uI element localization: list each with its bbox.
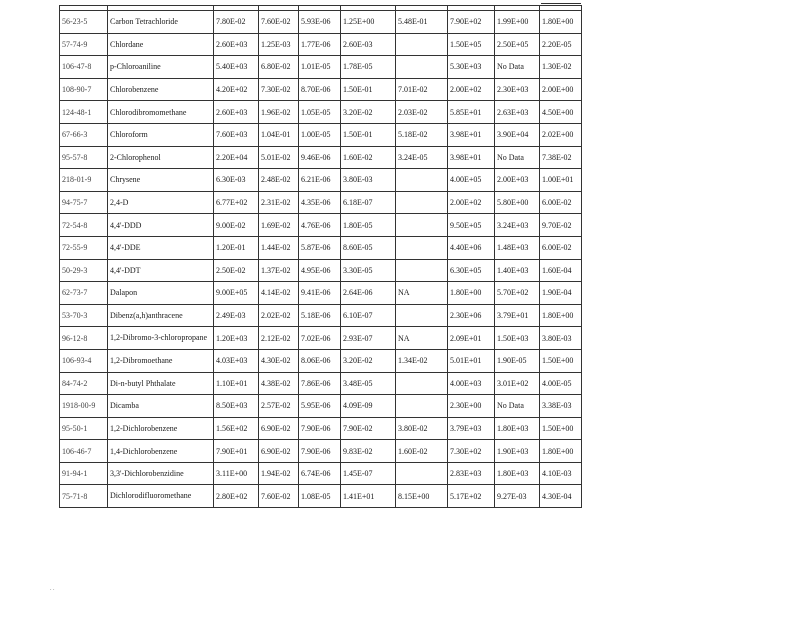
value-8-cell: 1.60E-04 [540,259,582,282]
value-5-cell [396,56,448,79]
cas-number-cell: 124-48-1 [60,101,108,124]
value-8-cell: 1.50E+00 [540,349,582,372]
value-7-cell: 1.48E+03 [495,236,540,259]
chemical-name-cell: Chloroform [108,123,214,146]
chemical-name-cell: 1,2-Dichlorobenzene [108,417,214,440]
table-row [60,327,582,350]
value-5-cell [396,462,448,485]
value-8-cell: 4.30E-04 [540,485,582,508]
value-3-cell: 7.90E-06 [299,417,341,440]
value-7-cell: 1.40E+03 [495,259,540,282]
value-2-cell: 2.48E-02 [259,169,299,192]
value-3-cell: 5.95E-06 [299,395,341,418]
table-row [60,33,582,56]
value-8-cell: 4.10E-03 [540,462,582,485]
value-4-cell: 1.45E-07 [341,462,396,485]
value-3-cell: 9.46E-06 [299,146,341,169]
value-8-cell: 2.02E+00 [540,123,582,146]
value-1-cell: 3.11E+00 [214,462,259,485]
cas-number-cell: 106-47-8 [60,56,108,79]
value-2-cell: 7.60E-02 [259,11,299,34]
value-2-cell: 6.80E-02 [259,56,299,79]
value-4-cell: 1.41E+01 [341,485,396,508]
value-2-cell: 4.30E-02 [259,349,299,372]
value-2-cell: 1.25E-03 [259,33,299,56]
value-8-cell: 6.00E-02 [540,191,582,214]
chemical-name-cell: 2,4-D [108,191,214,214]
chemical-name-cell: Dichlorodifluoromethane [108,485,214,508]
value-1-cell: 1.20E-01 [214,236,259,259]
chemical-name-cell: Chrysene [108,169,214,192]
value-7-cell: 1.50E+03 [495,327,540,350]
value-5-cell: 1.60E-02 [396,440,448,463]
value-4-cell: 7.90E-02 [341,417,396,440]
chemical-name-cell: Carbon Tetrachloride [108,11,214,34]
table-body [60,6,582,508]
value-7-cell: 3.79E+01 [495,304,540,327]
value-3-cell: 5.93E-06 [299,11,341,34]
chemical-name-cell: Dibenz(a,h)anthracene [108,304,214,327]
chemical-properties-table [59,5,582,508]
cas-number-cell: 84-74-2 [60,372,108,395]
value-3-cell: 4.76E-06 [299,214,341,237]
value-7-cell: 3.24E+03 [495,214,540,237]
value-5-cell [396,236,448,259]
cas-number-cell: 1918-00-9 [60,395,108,418]
value-6-cell: 2.83E+03 [448,462,495,485]
value-2-cell: 7.60E-02 [259,485,299,508]
value-6-cell: 2.09E+01 [448,327,495,350]
value-3-cell: 1.00E-05 [299,123,341,146]
value-6-cell: 4.00E+03 [448,372,495,395]
table-row [60,462,582,485]
value-6-cell: 5.01E+01 [448,349,495,372]
value-6-cell: 1.50E+05 [448,33,495,56]
chemical-name-cell: 1,2-Dibromo-3-chloropropane [108,327,214,350]
value-4-cell: 8.60E-05 [341,236,396,259]
cas-number-cell: 56-23-5 [60,11,108,34]
value-7-cell: No Data [495,146,540,169]
value-1-cell: 9.00E-02 [214,214,259,237]
value-2-cell: 1.69E-02 [259,214,299,237]
chemical-name-cell: 4,4'-DDT [108,259,214,282]
value-2-cell: 2.12E-02 [259,327,299,350]
value-8-cell: 7.38E-02 [540,146,582,169]
value-5-cell: 2.03E-02 [396,101,448,124]
value-8-cell: 3.80E-03 [540,327,582,350]
table-row [60,169,582,192]
value-5-cell: 5.18E-02 [396,123,448,146]
value-8-cell: 3.38E-03 [540,395,582,418]
value-3-cell: 4.35E-06 [299,191,341,214]
chemical-name-cell: Chlorobenzene [108,78,214,101]
value-4-cell: 1.78E-05 [341,56,396,79]
value-5-cell: 8.15E+00 [396,485,448,508]
table-row [60,259,582,282]
value-3-cell: 9.41E-06 [299,282,341,305]
value-1-cell: 7.80E-02 [214,11,259,34]
value-4-cell: 6.18E-07 [341,191,396,214]
value-2-cell: 2.02E-02 [259,304,299,327]
value-8-cell: 1.00E+01 [540,169,582,192]
value-4-cell: 3.80E-03 [341,169,396,192]
value-4-cell: 1.50E-01 [341,123,396,146]
value-5-cell [396,214,448,237]
cas-number-cell: 50-29-3 [60,259,108,282]
value-6-cell: 3.98E+01 [448,146,495,169]
table-row [60,78,582,101]
value-5-cell [396,372,448,395]
value-7-cell: 1.99E+00 [495,11,540,34]
table-row [60,191,582,214]
value-7-cell: 1.90E+03 [495,440,540,463]
cas-number-cell: 96-12-8 [60,327,108,350]
value-1-cell: 4.20E+02 [214,78,259,101]
value-3-cell: 6.74E-06 [299,462,341,485]
value-8-cell: 1.90E-04 [540,282,582,305]
value-6-cell: 5.30E+03 [448,56,495,79]
value-3-cell: 7.90E-06 [299,440,341,463]
value-6-cell: 6.30E+05 [448,259,495,282]
value-1-cell: 2.80E+02 [214,485,259,508]
chemical-name-cell: 4,4'-DDD [108,214,214,237]
value-2-cell: 1.37E-02 [259,259,299,282]
value-3-cell: 5.87E-06 [299,236,341,259]
table-row [60,282,582,305]
value-5-cell [396,169,448,192]
value-6-cell: 9.50E+05 [448,214,495,237]
value-7-cell: 3.01E+02 [495,372,540,395]
value-3-cell: 8.06E-06 [299,349,341,372]
value-1-cell: 1.20E+03 [214,327,259,350]
value-2-cell: 7.30E-02 [259,78,299,101]
value-1-cell: 2.49E-03 [214,304,259,327]
value-7-cell: 1.90E-05 [495,349,540,372]
value-2-cell: 6.90E-02 [259,417,299,440]
value-3-cell: 1.05E-05 [299,101,341,124]
value-5-cell: 3.80E-02 [396,417,448,440]
table-row [60,417,582,440]
value-1-cell: 9.00E+05 [214,282,259,305]
value-8-cell: 9.70E-02 [540,214,582,237]
value-1-cell: 6.77E+02 [214,191,259,214]
value-5-cell [396,395,448,418]
cas-number-cell: 106-93-4 [60,349,108,372]
cas-number-cell: 106-46-7 [60,440,108,463]
table-row [60,304,582,327]
table-row [60,146,582,169]
cas-number-cell: 95-57-8 [60,146,108,169]
value-7-cell: 9.27E-03 [495,485,540,508]
value-6-cell: 4.40E+06 [448,236,495,259]
value-7-cell: No Data [495,395,540,418]
value-5-cell: NA [396,282,448,305]
value-1-cell: 2.20E+04 [214,146,259,169]
value-6-cell: 2.30E+00 [448,395,495,418]
table-row [60,123,582,146]
value-7-cell: 1.80E+03 [495,417,540,440]
value-3-cell: 6.21E-06 [299,169,341,192]
chemical-name-cell: Dicamba [108,395,214,418]
cas-number-cell: 57-74-9 [60,33,108,56]
value-3-cell: 5.18E-06 [299,304,341,327]
value-8-cell: 2.20E-05 [540,33,582,56]
value-5-cell: NA [396,327,448,350]
value-4-cell: 3.48E-05 [341,372,396,395]
value-6-cell: 7.90E+02 [448,11,495,34]
chemical-name-cell: 1,4-Dichlorobenzene [108,440,214,463]
value-1-cell: 6.30E-03 [214,169,259,192]
cas-number-cell: 62-73-7 [60,282,108,305]
value-4-cell: 3.30E-05 [341,259,396,282]
value-8-cell: 4.00E-05 [540,372,582,395]
value-6-cell: 2.00E+02 [448,78,495,101]
value-1-cell: 2.60E+03 [214,33,259,56]
table-row [60,236,582,259]
value-3-cell: 7.86E-06 [299,372,341,395]
value-7-cell: 2.50E+05 [495,33,540,56]
value-8-cell: 1.30E-02 [540,56,582,79]
value-2-cell: 4.14E-02 [259,282,299,305]
value-7-cell: 2.00E+03 [495,169,540,192]
value-6-cell: 3.98E+01 [448,123,495,146]
value-5-cell: 1.34E-02 [396,349,448,372]
value-7-cell: 5.80E+00 [495,191,540,214]
value-4-cell: 1.60E-02 [341,146,396,169]
cas-number-cell: 91-94-1 [60,462,108,485]
value-3-cell: 1.01E-05 [299,56,341,79]
value-2-cell: 1.96E-02 [259,101,299,124]
cas-number-cell: 218-01-9 [60,169,108,192]
value-7-cell: 1.80E+03 [495,462,540,485]
chemical-name-cell: Chlordane [108,33,214,56]
value-2-cell: 1.94E-02 [259,462,299,485]
table-row [60,349,582,372]
table-row [60,214,582,237]
chemical-name-cell: Chlorodibromomethane [108,101,214,124]
table-top-rule [541,0,581,4]
value-1-cell: 8.50E+03 [214,395,259,418]
table-row [60,372,582,395]
value-5-cell [396,191,448,214]
value-4-cell: 6.10E-07 [341,304,396,327]
value-6-cell: 7.30E+02 [448,440,495,463]
table-row [60,395,582,418]
table-row [60,485,582,508]
value-7-cell: 5.70E+02 [495,282,540,305]
value-1-cell: 5.40E+03 [214,56,259,79]
chemical-name-cell: Di-n-butyl Phthalate [108,372,214,395]
table-row [60,11,582,34]
value-8-cell: 1.80E+00 [540,440,582,463]
value-6-cell: 2.00E+02 [448,191,495,214]
value-1-cell: 7.90E+01 [214,440,259,463]
value-3-cell: 4.95E-06 [299,259,341,282]
cas-number-cell: 75-71-8 [60,485,108,508]
value-5-cell: 5.48E-01 [396,11,448,34]
value-1-cell: 2.60E+03 [214,101,259,124]
value-4-cell: 2.64E-06 [341,282,396,305]
cas-number-cell: 72-54-8 [60,214,108,237]
chemical-name-cell: 1,2-Dibromoethane [108,349,214,372]
value-8-cell: 2.00E+00 [540,78,582,101]
value-8-cell: 1.80E+00 [540,304,582,327]
value-2-cell: 6.90E-02 [259,440,299,463]
value-4-cell: 3.20E-02 [341,101,396,124]
value-2-cell: 1.44E-02 [259,236,299,259]
value-4-cell: 3.20E-02 [341,349,396,372]
value-4-cell: 1.80E-05 [341,214,396,237]
value-8-cell: 6.00E-02 [540,236,582,259]
value-8-cell: 4.50E+00 [540,101,582,124]
chemical-name-cell: Dalapon [108,282,214,305]
value-3-cell: 8.70E-06 [299,78,341,101]
value-5-cell [396,33,448,56]
value-5-cell: 3.24E-05 [396,146,448,169]
value-3-cell: 1.77E-06 [299,33,341,56]
value-1-cell: 4.03E+03 [214,349,259,372]
cas-number-cell: 95-50-1 [60,417,108,440]
value-4-cell: 1.50E-01 [341,78,396,101]
value-3-cell: 7.02E-06 [299,327,341,350]
value-4-cell: 9.83E-02 [341,440,396,463]
chemical-name-cell: p-Chloroaniline [108,56,214,79]
cas-number-cell: 72-55-9 [60,236,108,259]
value-7-cell: 2.63E+03 [495,101,540,124]
value-7-cell: No Data [495,56,540,79]
value-4-cell: 4.09E-09 [341,395,396,418]
value-6-cell: 3.79E+03 [448,417,495,440]
cas-number-cell: 108-90-7 [60,78,108,101]
value-8-cell: 1.80E+00 [540,11,582,34]
value-8-cell: 1.50E+00 [540,417,582,440]
value-1-cell: 1.10E+01 [214,372,259,395]
value-5-cell [396,304,448,327]
value-5-cell: 7.01E-02 [396,78,448,101]
cas-number-cell: 53-70-3 [60,304,108,327]
value-2-cell: 1.04E-01 [259,123,299,146]
value-1-cell: 7.60E+03 [214,123,259,146]
table-row [60,56,582,79]
value-2-cell: 2.31E-02 [259,191,299,214]
value-6-cell: 5.85E+01 [448,101,495,124]
value-6-cell: 5.17E+02 [448,485,495,508]
value-7-cell: 2.30E+03 [495,78,540,101]
table-row [60,101,582,124]
value-2-cell: 4.38E-02 [259,372,299,395]
value-4-cell: 2.93E-07 [341,327,396,350]
value-5-cell [396,259,448,282]
value-6-cell: 4.00E+05 [448,169,495,192]
value-3-cell: 1.08E-05 [299,485,341,508]
value-7-cell: 3.90E+04 [495,123,540,146]
chemical-name-cell: 2-Chlorophenol [108,146,214,169]
table-row [60,440,582,463]
value-2-cell: 5.01E-02 [259,146,299,169]
value-2-cell: 2.57E-02 [259,395,299,418]
value-6-cell: 2.30E+06 [448,304,495,327]
chemical-name-cell: 4,4'-DDE [108,236,214,259]
value-6-cell: 1.80E+00 [448,282,495,305]
value-4-cell: 1.25E+00 [341,11,396,34]
cas-number-cell: 67-66-3 [60,123,108,146]
value-1-cell: 1.56E+02 [214,417,259,440]
value-1-cell: 2.50E-02 [214,259,259,282]
chemical-name-cell: 3,3'-Dichlorobenzidine [108,462,214,485]
cas-number-cell: 94-75-7 [60,191,108,214]
footer-mark: . . [50,586,55,592]
value-4-cell: 2.60E-03 [341,33,396,56]
